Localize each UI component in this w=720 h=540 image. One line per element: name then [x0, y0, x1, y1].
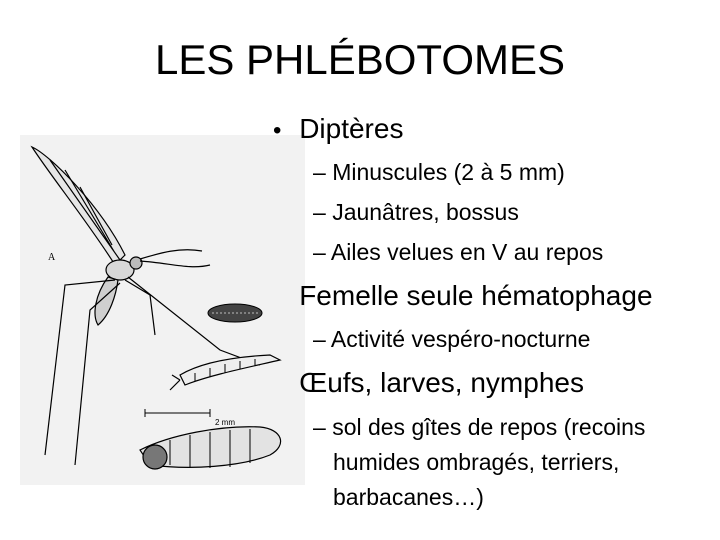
sub-text: Minuscules (2 à 5 mm): [332, 159, 565, 185]
bullet-marker: •: [273, 117, 282, 144]
bullet-text: Diptères: [299, 113, 404, 144]
bullet-text: Femelle seule hématophage: [299, 280, 653, 311]
sub-dash: –: [313, 326, 326, 352]
sub-text: Ailes velues en V au repos: [330, 239, 604, 265]
sub-text: Activité vespéro-nocturne: [330, 326, 591, 352]
sub-item: [313, 239, 603, 266]
svg-text:2 mm: 2 mm: [215, 418, 235, 427]
sub-item-continuation: humides ombragés, terriers,: [333, 449, 620, 475]
sub-dash: –: [313, 159, 326, 185]
sub-item: [313, 159, 565, 186]
sub-item-continuation: barbacanes…): [333, 484, 484, 510]
sub-item: [313, 414, 645, 441]
bullet-text: Œufs, larves, nymphes: [299, 367, 584, 398]
sub-dash: –: [313, 414, 326, 440]
figure-letter: A: [48, 252, 56, 263]
bullet-female: [273, 280, 653, 312]
sub-text: sol des gîtes de repos (recoins: [332, 414, 646, 440]
egg-drawing: [208, 304, 262, 322]
sub-dash: –: [313, 239, 326, 265]
sub-dash: –: [313, 199, 326, 225]
slide-title: LES PHLÉBOTOMES: [154, 36, 566, 83]
bullet-eggs: [273, 367, 584, 399]
sub-text: Jaunâtres, bossus: [332, 199, 519, 225]
sub-item: [313, 199, 519, 226]
bullet-diptera: [273, 113, 403, 145]
phlebotomus-illustration: [20, 135, 305, 485]
sub-item: [313, 326, 590, 353]
